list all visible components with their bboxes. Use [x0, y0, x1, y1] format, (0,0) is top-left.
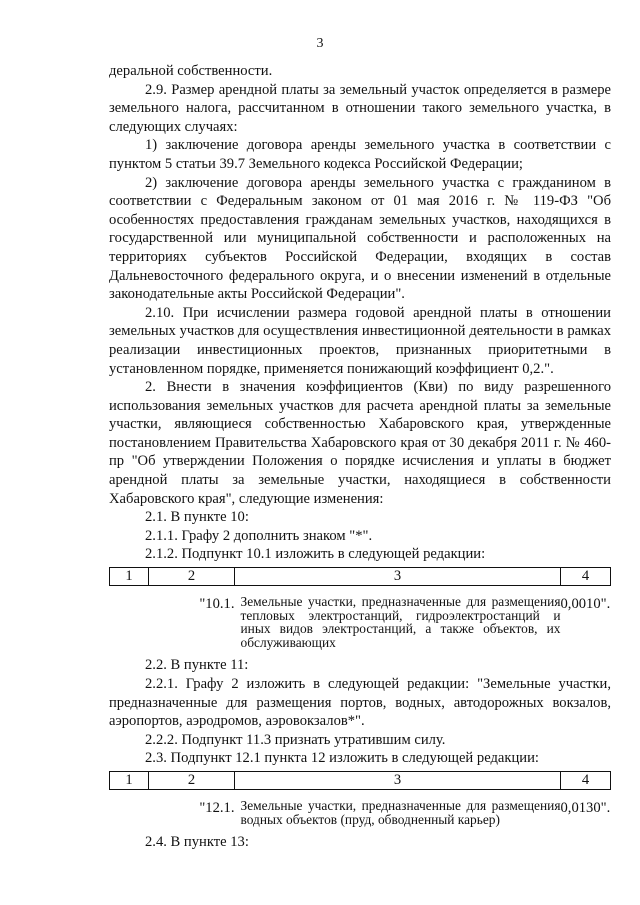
paragraph: 2.9. Размер арендной платы за земельный участок определяется в размере земельного налога, рассчитанном в отношении такого земельного участка, в следующих случаях: [109, 81, 611, 135]
table-header-cell: 4 [561, 771, 611, 789]
row-number: "10.1. [199, 596, 235, 613]
paragraph: 2.2.2. Подпункт 11.3 признать утратившим силу. [145, 731, 446, 748]
paragraph: 2.1. В пункте 10: [145, 509, 249, 526]
paragraph: деральной собственности. [109, 63, 273, 79]
row-text-cell [235, 586, 561, 654]
paragraph: 2. Внести в значения коэффициентов (Кви) по виду разрешенного использования земельных участков для расчета арендной платы за земельные участки, являющиеся собственностью Хабаровского края, утвержденные постановлением Правительства Хабаровского края от 30 декабря 2011 г. № 460-пр "Об утверждении Положения о порядке исчисления и уплаты в бюджет арендной платы за земельные участки, находящиеся в собственности Хабаровского края", следующие изменения: [109, 379, 611, 507]
row-text-cell [235, 789, 561, 830]
coefficient-table-12-1 [109, 771, 611, 830]
paragraph: 2.10. При исчислении размера годовой арендной платы в отношении земельных участков для осуществления инвестиционной деятельности в рамках реализации инвестиционных проектов, признанных приоритетными в установленном порядке, применяется понижающий коэффициент 0,2.". [109, 304, 611, 377]
table-header-cell: 1 [110, 771, 149, 789]
table-header-cell: 4 [561, 568, 611, 586]
table-header-row [110, 771, 611, 789]
table-header-cell: 2 [149, 568, 235, 586]
paragraph: 2.2.1. Графу 2 изложить в следующей редакции: "Земельные участки, предназначенные для размещения портов, водных, автодорожных вокзалов, аэропортов, аэродромов, аэровокзалов*". [109, 676, 611, 730]
page-number: 3 [316, 36, 324, 51]
table-header-cell: 2 [149, 771, 235, 789]
row-number: "12.1. [199, 799, 235, 816]
table-row [110, 586, 611, 654]
paragraph: 2.3. Подпункт 12.1 пункта 12 изложить в следующей редакции: [145, 750, 539, 767]
table-row [110, 789, 611, 830]
paragraph: 2.2. В пункте 11: [145, 657, 249, 674]
table-header-cell: 3 [235, 568, 561, 586]
table-header-cell: 1 [110, 568, 149, 586]
coefficient-table-10-1 [109, 567, 611, 653]
paragraph: 2.4. В пункте 13: [145, 834, 249, 851]
paragraph: 2) заключение договора аренды земельного участка с гражданином в соответствии с Федеральным законом от 01 мая 2016 г. № 119-ФЗ "Об особенностях предоставления гражданам земельных участков, находящихся в государственной или муниципальной собственности и расположенных на территориях субъектов Российской Федерации, входящих в состав Дальневосточного федерального округа, и о внесении изменений в отдельные законодательные акты Российской Федерации". [109, 174, 611, 303]
document-body [109, 62, 611, 852]
table-header-row [110, 568, 611, 586]
paragraph: 1) заключение договора аренды земельного участка в соответствии с пунктом 5 статьи 39.7 Земельного кодекса Российской Федерации; [109, 137, 611, 172]
row-coefficient: 0,0130". [560, 799, 611, 816]
row-text: Земельные участки, предназначенные для размещения тепловых электростанций, гидроэлектростанций и иных видов электростанций, а также объектов, их обслуживающих [240, 594, 561, 650]
row-coefficient: 0,0010". [560, 596, 611, 613]
paragraph: 2.1.1. Графу 2 дополнить знаком "*". [145, 527, 373, 544]
table-header-cell: 3 [235, 771, 561, 789]
row-text: Земельные участки, предназначенные для размещения водных объектов (пруд, обводненный карьер) [240, 797, 561, 827]
paragraph: 2.1.2. Подпункт 10.1 изложить в следующей редакции: [145, 546, 486, 563]
